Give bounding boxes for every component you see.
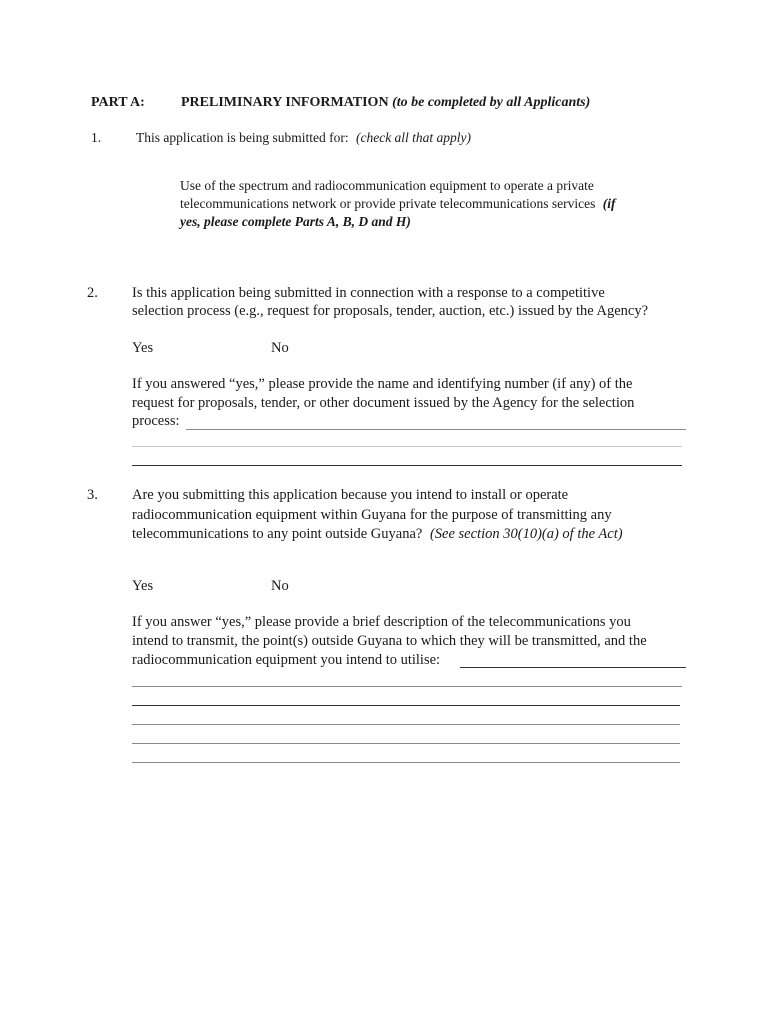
q3-reference: (See section 30(10)(a) of the Act) [429,526,623,542]
q2-yes-option[interactable]: Yes [132,340,154,356]
q3-line1: Are you submitting this application because you intend to install or operate [132,487,569,503]
q3-followup-line1: If you answer “yes,” please provide a brief description of the telecommunications you [132,614,631,630]
q3-number: 3. [87,487,98,503]
q1-option-line3: yes, please complete Parts A, B, D and H) [180,214,411,229]
q1-option-line1: Use of the spectrum and radiocommunication equipment to operate a private [180,178,594,193]
q2-followup-line2: request for proposals, tender, or other document issued by the Agency for the selection [132,395,635,411]
q2-answer-line-2[interactable] [132,446,682,447]
part-a-title-row [181,95,590,111]
part-a-subtitle: (to be completed by all Applicants) [392,95,591,110]
q3-yes-option[interactable]: Yes [132,578,154,594]
q2-number: 2. [87,285,98,301]
q3-line3-row [132,526,623,543]
q3-answer-line-2[interactable] [132,686,682,687]
q3-answer-line-6[interactable] [132,762,680,763]
q2-followup-line1: If you answered “yes,” please provide the name and identifying number (if any) of the [132,376,633,392]
q2-no-option[interactable]: No [271,340,289,356]
q1-text: This application is being submitted for: [136,130,349,145]
q3-no-option[interactable]: No [271,578,289,594]
q3-followup-line3: radiocommunication equipment you intend to utilise: [132,652,441,668]
q3-line3: telecommunications to any point outside Guyana? [132,526,423,542]
q1-hint: (check all that apply) [355,130,472,145]
q3-answer-line-1[interactable] [460,667,686,668]
q3-answer-line-4[interactable] [132,724,680,725]
q2-line1: Is this application being submitted in connection with a response to a competitive [132,285,605,301]
part-a-title: PRELIMINARY INFORMATION [181,95,389,110]
q3-line2: radiocommunication equipment within Guyana for the purpose of transmitting any [132,507,612,523]
q2-answer-line-3[interactable] [132,465,682,466]
q3-answer-line-3[interactable] [132,705,680,706]
q1-option-line2-bold: (if [602,196,616,211]
q1-option-line2-row [180,196,616,212]
q3-followup-line2: intend to transmit, the point(s) outside Guyana to which they will be transmitted, and the [132,633,647,649]
q3-answer-line-5[interactable] [132,743,680,744]
q2-followup-line3: process: [132,413,180,429]
q1-option-line2: telecommunications network or provide private telecommunications services [180,196,596,211]
part-a-label: PART A: [91,95,145,110]
q1-number: 1. [91,130,102,145]
q2-line2: selection process (e.g., request for proposals, tender, auction, etc.) issued by the Agency? [132,303,649,319]
q1-prompt-row [136,130,471,146]
q2-answer-line-1[interactable] [186,429,686,430]
